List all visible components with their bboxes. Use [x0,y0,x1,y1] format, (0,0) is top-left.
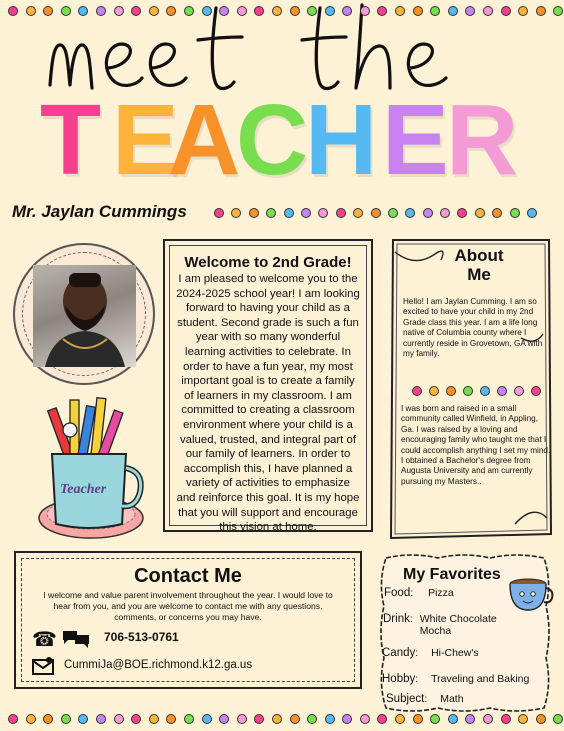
decor-dot [405,208,415,218]
decor-dot [284,208,294,218]
title-letter-1: T [40,84,102,196]
phone-icon: ☎ [32,629,57,651]
contact-box [14,551,362,689]
decor-dot [61,714,71,724]
decor-dot [325,6,335,16]
decor-dot [336,208,346,218]
decor-dot [290,6,300,16]
decor-dot [440,208,450,218]
decor-dot [8,6,18,16]
decor-dot [465,714,475,724]
decor-dot [353,208,363,218]
top-dot-border [8,6,564,16]
decor-dot [377,714,387,724]
decor-dot [61,6,71,16]
welcome-title: Welcome to 2nd Grade! [184,254,352,271]
decor-dot [518,714,528,724]
decor-dot [231,208,241,218]
decor-dot [448,6,458,16]
decor-dot [360,714,370,724]
decor-dot [448,714,458,724]
decor-dot [446,386,456,396]
mug-label: Teacher [60,482,107,497]
welcome-box [163,239,373,532]
decor-dot [214,208,224,218]
decor-dot [307,6,317,16]
decor-dot [388,208,398,218]
name-dot-divider [214,208,544,218]
decor-dot [395,714,405,724]
decor-dot [536,6,546,16]
decor-dot [318,208,328,218]
decor-dot [184,714,194,724]
title-letter-3: A [168,84,241,196]
decor-dot [501,714,511,724]
decor-dot [301,208,311,218]
decor-dot [254,714,264,724]
decor-dot [78,714,88,724]
coffee-cup-icon [508,578,554,612]
decor-dot [131,714,141,724]
decor-dot [423,208,433,218]
decor-dot [202,714,212,724]
decor-dot [43,6,53,16]
favorite-food: Food: Pizza [384,587,454,599]
decor-dot [219,6,229,16]
favorite-drink: Drink: White Chocolate Mocha [383,613,497,637]
decor-dot [43,714,53,724]
teacher-mug-clipart [36,396,146,542]
decor-dot [184,6,194,16]
decor-dot [429,386,439,396]
decor-dot [249,208,259,218]
decor-dot [510,208,520,218]
about-title: About Me [454,246,504,284]
email-envelope-icon [32,657,54,675]
decor-dot [307,714,317,724]
decor-dot [26,714,36,724]
decor-dot [501,6,511,16]
decor-dot [371,208,381,218]
decor-dot [96,714,106,724]
decor-dot [465,6,475,16]
decor-dot [497,386,507,396]
decor-dot [237,6,247,16]
decor-dot [114,714,124,724]
decor-dot [412,386,422,396]
decor-dot [149,714,159,724]
decor-dot [518,6,528,16]
decor-dot [430,6,440,16]
contact-email[interactable]: CummiJa@BOE.richmond.k12.ga.us [64,659,253,671]
favorite-subject: Subject: Math [386,693,464,705]
decor-dot [483,6,493,16]
photo-frame [13,243,155,385]
teacher-name: Mr. Jaylan Cummings [12,202,187,221]
decor-dot [272,6,282,16]
decor-dot [202,6,212,16]
title-letter-7: R [446,84,519,196]
favorites-title: My Favorites [403,566,501,583]
about-paragraph-2: I was born and raised in a small community called Winfield, in Appling, Ga. I was raised by a loving and encouraging family who taught me that I could accomplish anything I set my mind. I obtained a Bachelor's degree from Augusta University and am currently pursuing my Masters.. [401,404,551,486]
decor-dot [413,6,423,16]
decor-dot [457,208,467,218]
decor-dot [254,6,264,16]
decor-dot [272,714,282,724]
decor-dot [219,714,229,724]
decor-dot [514,386,524,396]
decor-dot [8,714,18,724]
favorite-hobby: Hobby: Traveling and Baking [382,673,530,685]
teacher-photo [33,265,136,367]
contact-phone[interactable]: 706-513-0761 [104,630,179,644]
decor-dot [531,386,541,396]
contact-intro: I welcome and value parent involvement throughout the year. I would love to hear from you, and you are welcome to contact me with any questions, comments, or concerns you may have. [43,590,333,622]
decor-dot [360,6,370,16]
decor-dot [342,6,352,16]
bottom-dot-border [8,714,564,724]
decor-dot [325,714,335,724]
contact-title: Contact Me [134,565,242,587]
decor-dot [463,386,473,396]
favorite-candy: Candy: Hi-Chew's [382,647,479,659]
decor-dot [96,6,106,16]
decor-dot [114,6,124,16]
decor-dot [290,714,300,724]
decor-dot [395,6,405,16]
decor-dot [78,6,88,16]
about-dot-divider [412,386,548,396]
decor-dot [413,714,423,724]
decor-dot [430,714,440,724]
decor-dot [26,6,36,16]
decor-dot [131,6,141,16]
title-letter-4: C [236,84,309,196]
decor-dot [149,6,159,16]
decor-dot [480,386,490,396]
decor-dot [483,714,493,724]
chat-bubbles-icon [62,629,90,649]
title-letter-6: E [382,84,449,196]
decor-dot [527,208,537,218]
decor-dot [166,6,176,16]
decor-dot [237,714,247,724]
welcome-body: I am pleased to welcome you to the 2024-2025 school year! I am looking forward to having your child as a student. Second grade is such a fun year with so many wonderful learning activities to celebrate. In order to have a fun year, my most important goal is to create a family of learners in my classroom. I am committed to creating a classroom environment where your child is a valued, trusted, and integral part of our family of learners. In order to accomplish this, I have planned a variety of activities to emphasize and reinforce this goal. It is my hope that you will support and encourage this vision at home. [176,273,360,534]
title-letter-5: H [305,84,378,196]
title-letter-2: E [112,84,179,196]
decor-dot [475,208,485,218]
decor-dot [166,714,176,724]
decor-dot [342,714,352,724]
decor-dot [266,208,276,218]
decor-dot [553,6,563,16]
decor-dot [377,6,387,16]
decor-dot [553,714,563,724]
about-paragraph-1: Hello! I am Jaylan Cumming. I am so excited to have your child in my 2nd Grade class this year. I am a life long native of Columbia county where I currently reside in Grovetown, GA with my family. [403,297,543,359]
decor-dot [492,208,502,218]
decor-dot [536,714,546,724]
